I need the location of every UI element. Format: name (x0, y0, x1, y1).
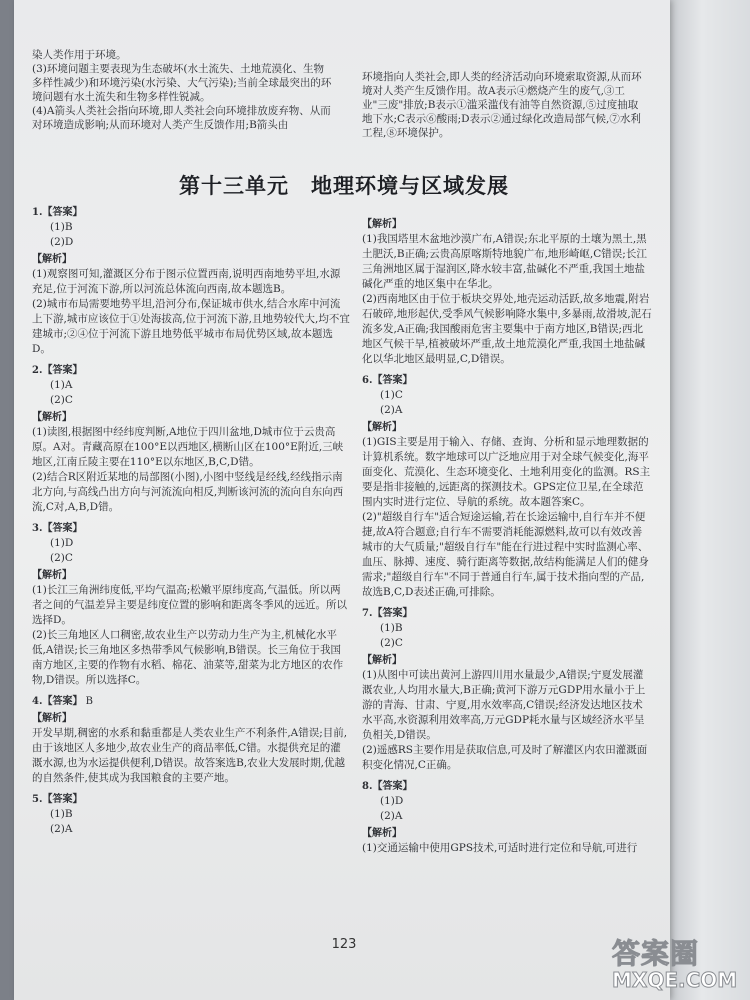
explanation (32, 583, 350, 688)
top-right-column (362, 70, 646, 140)
explanation-tag: 【解析】 (362, 422, 402, 433)
top-left-line: 染人类作用于环境。 (32, 49, 127, 61)
answer-line: (1)D (50, 537, 74, 549)
desk-left-edge (0, 0, 14, 1000)
answer-tag: 【答案】 (42, 523, 83, 534)
question-number: 7. (362, 608, 373, 619)
answer-heading (362, 606, 652, 621)
top-left-line: (4)A箭头人类社会指向环境,即人类社会向环境排放废弃物、从而对环境造成影响;从而环境对人类产生反馈作用;B箭头由 (32, 105, 331, 131)
explanation-paragraph: (2)长三角地区人口稠密,故农业生产以劳动力生产为主,机械化水平低,A错误;长三角地区多热带季风气候影响,B错误。长三角位于我国南方地区,主要的作物有水稻、棉花、油菜等,甜菜为北方地区的农作物,D错误。所以选择C。 (32, 629, 344, 686)
question-number: 4. (32, 696, 43, 707)
page-content (32, 0, 656, 1000)
answer-line: (2)A (380, 810, 403, 822)
top-left-column (32, 48, 332, 132)
answer-heading (362, 779, 652, 794)
explanation-paragraph: (2)结合R区附近某地的局部图(小图),小图中竖线是经线,经线指示南北方向,与高线凸出方向与河流流向相反,判断该河流的流向自东向西流,C对,A,B,D错。 (32, 471, 344, 513)
explanation-tag: 【解析】 (362, 655, 402, 666)
question-block (362, 606, 652, 773)
explanation-paragraph: 开发早期,稠密的水系和黏重都是人类农业生产不利条件,A错误;目前,由于该地区人多地少,故农业生产的商品率低,C错。水提供充足的灌溉水源,也为水运提供便利,D错误。故答案选B,农业大发展时期,优越的自然条件,使其成为我国粮食的主要产地。 (32, 727, 348, 784)
right-answer-column (362, 215, 652, 862)
explanation-paragraph: (1)长江三角洲纬度低,平均气温高;松嫩平原纬度高,气温低。所以两者之间的气温差异主要是纬度位置的影响和距离冬季风的远近。所以选择D。 (32, 584, 347, 626)
answer-line: (2)A (380, 404, 403, 416)
explanation (362, 232, 652, 367)
explanation (32, 726, 350, 786)
question-number: 5. (32, 794, 43, 805)
answer-line: (1)A (50, 379, 73, 391)
explanation-tag: 【解析】 (362, 219, 402, 230)
answer-line: (2)D (50, 236, 74, 248)
question-block (32, 205, 350, 357)
explanation-paragraph: (1)交通运输中使用GPS技术,可适时进行定位和导航,可进行 (362, 842, 638, 854)
watermark (612, 932, 744, 996)
answer-line: (2)C (50, 394, 73, 406)
answer-line: (1)C (380, 389, 403, 401)
question-number: 6. (362, 375, 373, 386)
answer-tag: 【答案】 (372, 375, 413, 386)
question-block (362, 779, 652, 856)
watermark-url: MXQE.COM (612, 968, 738, 992)
question-block (32, 521, 350, 688)
explanation-tag: 【解析】 (32, 254, 72, 265)
answer-line: (2)C (50, 552, 73, 564)
explanation-paragraph: (2)"超级自行车"适合短途运输,若在长途运输中,自行车并不便捷,故A符合题意;自行车不需要消耗能源燃料,故可以有效改善城市的大气质量;"超级自行车"能在行进过程中实时监测心率、血压、脉搏、速度、骑行距离等数据,故结构能满足人们的健身需求;"超级自行车"不同于普通自行车,属于技术指向型的产品,故选B,C,D表述正确,可排除。 (362, 511, 649, 598)
question-number: 1. (32, 207, 43, 218)
top-left-line: (3)环境问题主要表现为生态破坏(水土流失、土地荒漠化、生物多样性减少)和环境污染(水污染、大气污染);当前全球最突出的环境问题有水土流失和生物多样性锐减。 (32, 63, 332, 103)
answer-tag: 【答案】 (42, 207, 83, 218)
answer-heading (32, 694, 350, 709)
unit-title: 第十三单元 地理环境与区域发展 (179, 173, 509, 198)
explanation (362, 435, 652, 600)
explanation (32, 425, 350, 515)
answer-tag: 【答案】 (372, 608, 413, 619)
answer-heading (32, 521, 350, 536)
question-block (32, 363, 350, 515)
answer-line: (1)B (50, 808, 73, 820)
explanation-paragraph: (2)西南地区由于位于板块交界处,地壳运动活跃,故多地震,附岩石破碎,地形起伏,受季风气候影响降水集中,多暴雨,故滑坡,泥石流多发,A正确;我国酸雨危害主要集中于南方地区,B错误;西北地区气候干旱,植被破坏严重,故土地荒漠化严重,我国土地盐碱化以华北地区最明显,C,D错误。 (362, 293, 652, 365)
answer-heading (32, 205, 350, 220)
explanation-paragraph: (1)我国塔里木盆地沙漠广布,A错误;东北平原的土壤为黑土,黑土肥沃,B正确;云贵高原喀斯特地貌广布,地形崎岖,C错误;长江三角洲地区属于湿润区,降水较丰富,盐碱化不严重,我国土地盐碱化严重的地区集中在华北。 (362, 233, 647, 290)
answer-heading (32, 363, 350, 378)
answer-tag: 【答案】 (42, 696, 83, 707)
document-page (14, 0, 670, 1000)
question-number: 2. (32, 365, 43, 376)
answer-tag: 【答案】 (42, 365, 83, 376)
question-block (32, 792, 350, 837)
desk-right-surface (670, 0, 750, 1000)
explanation-tag: 【解析】 (32, 570, 72, 581)
watermark-logo: 答案圈 (612, 937, 700, 970)
page-number: 123 (331, 937, 357, 952)
explanation-paragraph: (2)遥感RS主要作用是获取信息,可及时了解灌区内农田灌溉面积变化情况,C正确。 (362, 744, 648, 771)
answer-tag: 【答案】 (42, 794, 83, 805)
explanation-tag: 【解析】 (362, 828, 402, 839)
question-number: 8. (362, 781, 373, 792)
explanation-paragraph: (1)观察图可知,灌溉区分布于图示位置西南,说明西南地势平坦,水源充足,位于河流下游,所以河流总体流向西南,故本题选B。 (32, 268, 341, 295)
answer-heading (362, 373, 652, 388)
explanation (362, 841, 652, 856)
top-continuation (32, 48, 656, 160)
explanation-paragraph: (1)从图中可读出黄河上游四川用水量最少,A错误;宁夏发展灌溉农业,人均用水量大,B正确;黄河下游万元GDP用水量小于上游的青海、甘肃、宁夏,用水效率高,C错误;经济发达地区技术水平高,水资源利用效率高,万元GDP耗水量与区域经济水平呈负相关,D错误。 (362, 669, 646, 741)
explanation (32, 267, 350, 357)
answer-line: (1)D (380, 795, 404, 807)
explanation (362, 668, 652, 773)
question-block (362, 373, 652, 600)
answer-line: (2)C (380, 637, 403, 649)
answer-line: (1)B (380, 622, 403, 634)
explanation-tag: 【解析】 (32, 713, 72, 724)
question-block (32, 694, 350, 786)
answer-line: (2)A (50, 823, 73, 835)
answer-tag: 【答案】 (372, 781, 413, 792)
top-right-line: 环境指向人类社会,即人类的经济活动向环境索取资源,从而环境对人类产生反馈作用。故A表示④燃烧产生的废气,③工业"三废"排放;B表示①滥采滥伐有油等自然资源,⑤过度抽取地下水;C表示⑥酸雨;D表示②通过绿化改造局部气候,⑦水利工程,⑧环境保护。 (362, 71, 642, 139)
question-number: 3. (32, 523, 43, 534)
answer-line: (1)B (50, 221, 73, 233)
explanation-paragraph: (1)GIS主要是用于输入、存储、查询、分析和显示地理数据的计算机系统。数字地球可以广泛地应用于对全球气候变化,海平面变化、荒漠化、生态环境变化、土地利用变化的监测。RS主要是指非接触的,远距离的探测技术。GPS定位卫星,在全球范围内实时进行定位、导航的系统。故本题答案C。 (362, 436, 651, 508)
inline-answer: B (82, 696, 93, 707)
explanation-tag: 【解析】 (32, 412, 72, 423)
explanation-paragraph: (2)城市布局需要地势平坦,沿河分布,保证城市供水,结合水库中河流上下游,城市应该位于①处海拔高,位于河流下游,且地势较代大,均不宜建城市;②④位于河流下游且地势低平城市布局优势区域,故本题选D。 (32, 298, 350, 355)
left-answer-column (32, 205, 350, 843)
explanation-paragraph: (1)读图,根据图中经纬度判断,A地位于四川盆地,D城市位于云贵高原。A对。青藏高原在100°E以西地区,横断山区在100°E附近,三峡地区,江南丘陵主要在110°E以东地区,B,C,D错。 (32, 426, 344, 468)
answer-heading (32, 792, 350, 807)
question-block (362, 217, 652, 367)
